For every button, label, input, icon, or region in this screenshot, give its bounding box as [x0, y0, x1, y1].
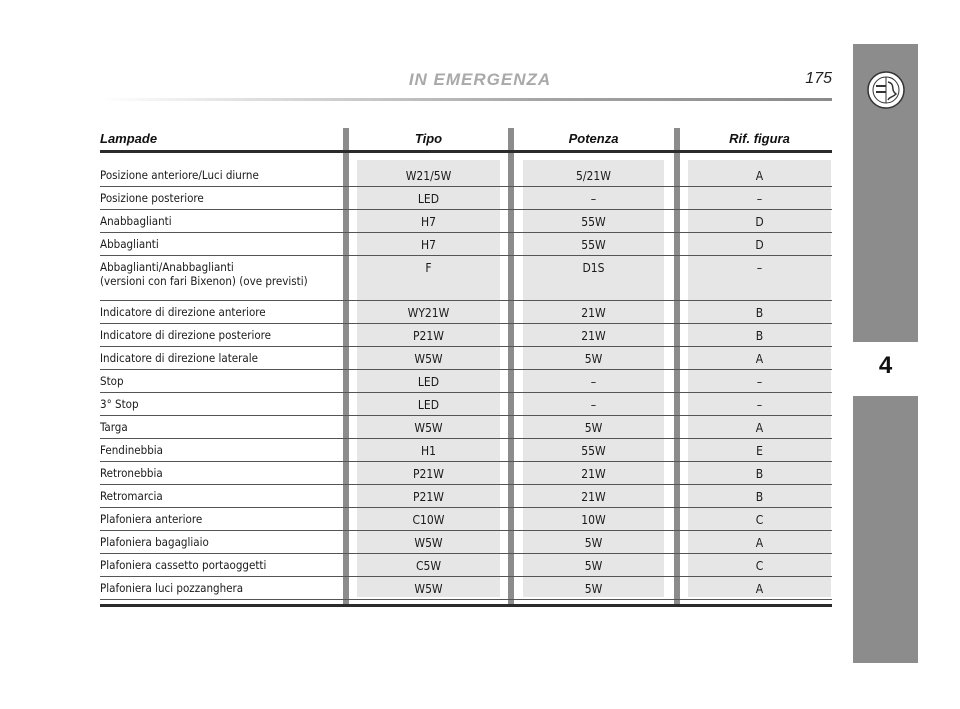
lamp-power: 55W — [581, 238, 606, 252]
row-divider — [100, 599, 832, 600]
header-rule — [100, 98, 832, 101]
lamp-power: 21W — [581, 329, 606, 343]
lamp-type: C5W — [415, 559, 442, 573]
lamp-power: 5/21W — [576, 169, 611, 183]
figure-ref: D — [755, 238, 764, 252]
lamp-type: W5W — [414, 421, 443, 435]
lamp-name — [100, 214, 172, 228]
lamp-name-line: Fendinebbia — [100, 443, 163, 457]
table-row — [100, 164, 832, 187]
lamp-type: P21W — [413, 329, 444, 343]
section-title: IN EMERGENZA — [408, 70, 552, 89]
figure-ref: A — [755, 421, 764, 435]
column-header-lamp: Lampade — [100, 131, 158, 146]
column-header-power: Potenza — [568, 131, 619, 146]
lamp-type: LED — [417, 398, 440, 412]
table-row — [100, 256, 832, 301]
figure-ref: – — [756, 261, 763, 275]
lamp-type: WY21W — [407, 306, 450, 320]
figure-ref: B — [755, 329, 764, 343]
lamp-type: F — [425, 261, 432, 275]
figure-ref: – — [756, 398, 763, 412]
lamp-name — [100, 397, 139, 411]
lamp-power: 5W — [584, 352, 603, 366]
lamp-name — [100, 260, 308, 288]
lamp-name — [100, 489, 163, 503]
lamp-type: H7 — [421, 215, 436, 229]
chapter-number: 4 — [878, 352, 893, 379]
lamp-name-line: 3° Stop — [100, 397, 139, 411]
lamp-name-line: Plafoniera bagagliaio — [100, 535, 209, 549]
figure-ref: – — [756, 192, 763, 206]
lamp-name — [100, 535, 209, 549]
table-row — [100, 370, 832, 393]
lamp-type: W21/5W — [405, 169, 452, 183]
figure-ref: A — [755, 536, 764, 550]
table-row — [100, 416, 832, 439]
figure-ref: E — [756, 444, 763, 458]
brand-logo-icon — [866, 70, 906, 110]
figure-ref: B — [755, 490, 764, 504]
lamp-type: LED — [417, 192, 440, 206]
lamp-power: – — [590, 398, 597, 412]
table-row — [100, 187, 832, 210]
lamp-power: D1S — [582, 261, 605, 275]
figure-ref: C — [755, 513, 764, 527]
table-row — [100, 210, 832, 233]
lamp-name — [100, 351, 258, 365]
lamp-name-line: Abbaglianti — [100, 237, 159, 251]
table-bottom-rule — [100, 604, 832, 607]
lamp-name-line: Indicatore di direzione anteriore — [100, 305, 266, 319]
lamp-name-line: Indicatore di direzione posteriore — [100, 328, 272, 342]
lamp-power: 5W — [584, 582, 603, 596]
table-header-rule — [100, 150, 832, 153]
lamp-name-line: Posizione anteriore/Luci diurne — [100, 168, 259, 182]
table-row — [100, 531, 832, 554]
lamp-name — [100, 328, 271, 342]
lamp-type: C10W — [412, 513, 445, 527]
figure-ref: A — [755, 352, 764, 366]
lamp-power: – — [590, 375, 597, 389]
lamp-name-line: Abbaglianti/Anabbaglianti — [100, 260, 234, 274]
lamp-name — [100, 558, 266, 572]
table-row — [100, 485, 832, 508]
table-row — [100, 439, 832, 462]
table-row — [100, 301, 832, 324]
table-row — [100, 462, 832, 485]
table-row — [100, 324, 832, 347]
lamp-name — [100, 237, 159, 251]
lamp-type: P21W — [413, 467, 444, 481]
column-header-ref: Rif. figura — [729, 131, 790, 146]
figure-ref: – — [756, 375, 763, 389]
lamp-type: LED — [417, 375, 440, 389]
lamp-name — [100, 305, 266, 319]
lamp-type: H1 — [421, 444, 436, 458]
lamp-power: 5W — [584, 536, 603, 550]
lamp-name — [100, 374, 124, 388]
lamp-type: P21W — [413, 490, 444, 504]
figure-ref: A — [755, 169, 764, 183]
column-header-type: Tipo — [414, 131, 443, 146]
lamp-type: H7 — [421, 238, 436, 252]
lamp-type: W5W — [414, 352, 443, 366]
lamp-name — [100, 443, 163, 457]
table-row — [100, 233, 832, 256]
table-row — [100, 347, 832, 370]
lamp-name — [100, 191, 204, 205]
figure-ref: A — [755, 582, 764, 596]
lamp-power: 5W — [584, 559, 603, 573]
table-row — [100, 577, 832, 600]
lamp-name — [100, 512, 202, 526]
lamp-name — [100, 581, 243, 595]
page-number: 175 — [805, 70, 832, 87]
lamp-name — [100, 420, 128, 434]
lamp-name — [100, 466, 163, 480]
lamp-name — [100, 168, 259, 182]
lamp-power: – — [590, 192, 597, 206]
lamp-name-line: Stop — [100, 374, 124, 388]
lamp-name-line: Retronebbia — [100, 466, 163, 480]
lamp-power: 10W — [581, 513, 606, 527]
lamp-power: 55W — [581, 444, 606, 458]
lamp-name-line: Posizione posteriore — [100, 191, 204, 205]
lamp-name-line: Plafoniera cassetto portaoggetti — [100, 558, 267, 572]
figure-ref: D — [755, 215, 764, 229]
lamp-name-note: (versioni con fari Bixenon) (ove previsti) — [100, 274, 308, 288]
figure-ref: B — [755, 306, 764, 320]
lamp-name-line: Plafoniera luci pozzanghera — [100, 581, 244, 595]
lamp-name-line: Targa — [100, 420, 128, 434]
figure-ref: B — [755, 467, 764, 481]
lamp-name-line: Retromarcia — [100, 489, 163, 503]
table-row — [100, 554, 832, 577]
table-row — [100, 393, 832, 416]
lamp-power: 21W — [581, 306, 606, 320]
lamp-name-line: Indicatore di direzione laterale — [100, 351, 258, 365]
lamp-power: 55W — [581, 215, 606, 229]
figure-ref: C — [755, 559, 764, 573]
lamp-power: 5W — [584, 421, 603, 435]
table-row — [100, 508, 832, 531]
lamp-power: 21W — [581, 490, 606, 504]
lamp-type: W5W — [414, 536, 443, 550]
lamp-type: W5W — [414, 582, 443, 596]
lamp-name-line: Plafoniera anteriore — [100, 512, 203, 526]
lamp-name-line: Anabbaglianti — [100, 214, 172, 228]
lamp-power: 21W — [581, 467, 606, 481]
